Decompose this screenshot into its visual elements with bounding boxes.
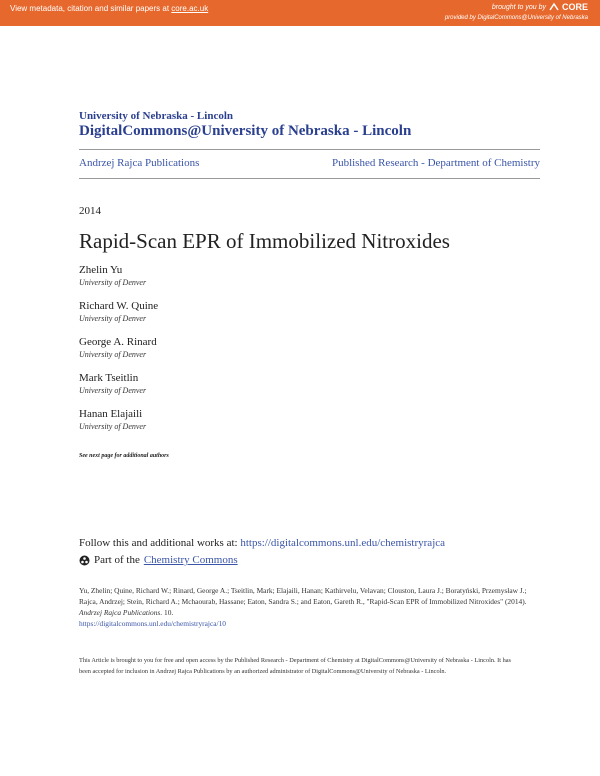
paper-title: Rapid-Scan EPR of Immobilized Nitroxides xyxy=(79,229,450,253)
series-link-right[interactable]: Published Research - Department of Chemistry xyxy=(331,157,540,169)
collection-url-link[interactable]: https://digitalcommons.unl.edu/chemistryrajca xyxy=(240,537,446,549)
divider-top xyxy=(79,149,540,150)
author-name: Hanan Elajaili xyxy=(79,408,143,420)
author-entry xyxy=(79,336,158,360)
core-metadata-link[interactable] xyxy=(10,4,208,13)
author-affiliation: University of Denver xyxy=(79,386,147,395)
see-next-page-note: See next page for additional authors xyxy=(79,453,169,459)
author-name: Mark Tseitlin xyxy=(79,372,139,384)
university-name[interactable]: University of Nebraska - Lincoln xyxy=(79,110,233,122)
author-affiliation: University of Denver xyxy=(79,422,147,431)
follow-prefix: Follow this and additional works at: xyxy=(79,537,241,549)
brought-text: brought to you by xyxy=(491,3,546,11)
author-name: Zhelin Yu xyxy=(79,264,123,276)
digitalcommons-name[interactable]: DigitalCommons@University of Nebraska - Lincoln xyxy=(79,123,412,139)
core-top-bar xyxy=(0,0,600,26)
author-affiliation: University of Denver xyxy=(79,350,147,359)
author-affiliation: University of Denver xyxy=(79,278,147,287)
core-label: CORE xyxy=(561,2,588,12)
author-entry xyxy=(79,300,158,324)
citation-journal: Andrzej Rajca Publications xyxy=(79,608,161,617)
author-list xyxy=(79,264,158,444)
chemistry-commons-link[interactable]: Chemistry Commons xyxy=(143,554,238,566)
author-name: George A. Rinard xyxy=(79,336,157,348)
author-entry xyxy=(79,372,158,396)
divider-bottom xyxy=(79,178,540,179)
publication-year: 2014 xyxy=(79,205,101,217)
author-entry xyxy=(79,408,158,432)
author-name: Richard W. Quine xyxy=(79,300,159,312)
core-metadata-link-text: View metadata, citation and similar papers at xyxy=(10,4,172,13)
provided-by: provided by DigitalCommons@University of Nebraska xyxy=(444,15,588,21)
core-site-link[interactable]: core.ac.uk xyxy=(171,4,209,13)
citation-block xyxy=(79,585,541,629)
citation-text: Yu, Zhelin; Quine, Richard W.; Rinard, George A.; Tseitlin, Mark; Elajaili, Hanan; Kathirvelu, Velavan; Clouston, Laura J.; Boratyński, Przemysław J.; Rajca, Andrzej; Stein, Richard A.; Mchaourab, Hassane; Eaton, Sandra S.; and Eaton, Gareth R., "Rapid-Scan EPR of Immobilized Nitroxides" (2014). xyxy=(79,586,527,606)
core-logo-icon xyxy=(548,2,560,12)
author-affiliation: University of Denver xyxy=(79,314,147,323)
citation-suffix: . 10. xyxy=(160,608,174,617)
author-entry xyxy=(79,264,158,288)
series-link-left[interactable]: Andrzej Rajca Publications xyxy=(79,157,200,169)
part-of-line xyxy=(79,554,238,566)
citation-url-link[interactable]: https://digitalcommons.unl.edu/chemistryrajca/10 xyxy=(79,619,226,628)
brought-to-you xyxy=(492,2,588,12)
part-of-prefix: Part of the xyxy=(94,554,140,566)
institution-header xyxy=(79,110,411,140)
follow-line xyxy=(79,537,445,549)
network-icon xyxy=(79,555,90,566)
access-notice: This Article is brought to you for free and open access by the Published Research - Department of Chemistry at DigitalCommons@University of Nebraska - Lincoln. It has been accepted for inclusion in Andrzej Rajca Publications by an authorized administrator of DigitalCommons@University of Nebraska - Lincoln. xyxy=(79,657,511,675)
